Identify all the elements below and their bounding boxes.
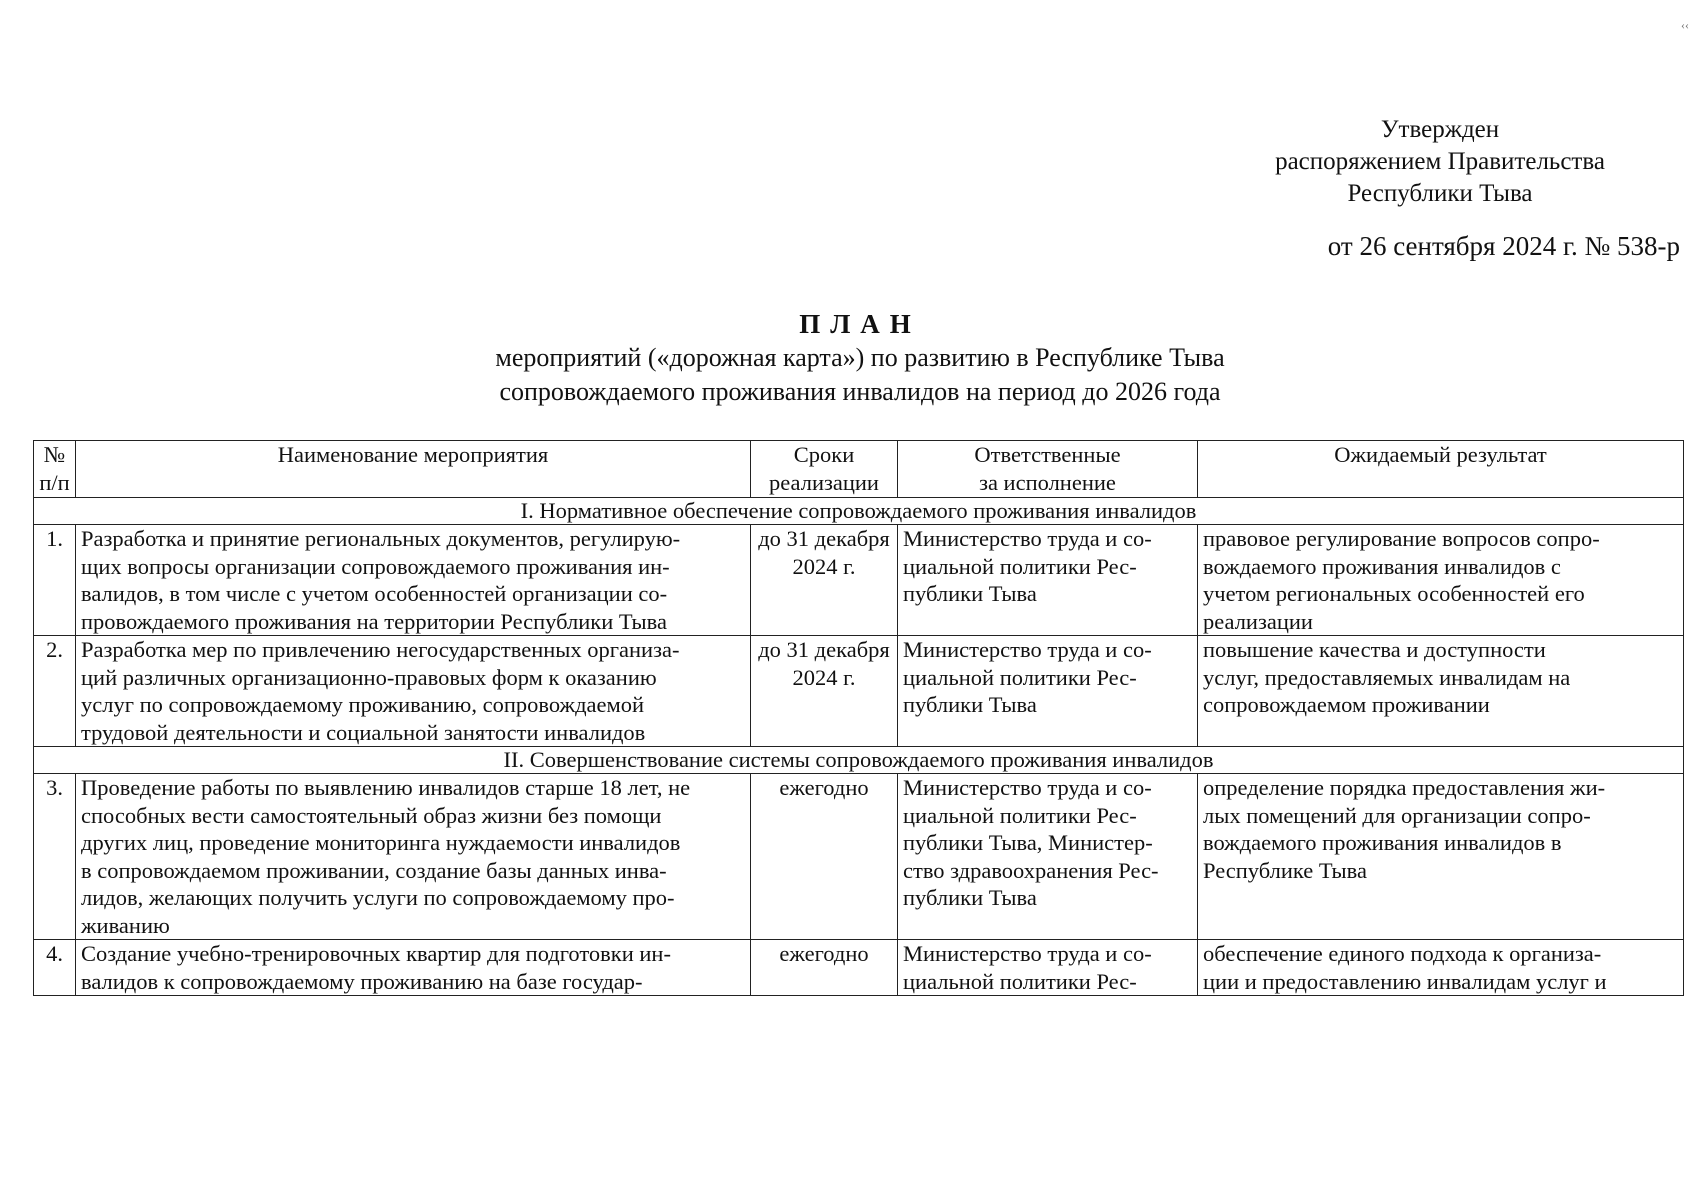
- row-name: Проведение работы по выявлению инвалидов старше 18 лет, не способных вести самостоятельный образ жизни без помощи других лиц, проведение мониторинга нуждаемости инвалидов в сопровождаемом проживании, создание базы данных инва- лидов, желающих получить услуги по сопровождаемому про- живанию: [76, 774, 751, 940]
- row-number: 3.: [34, 774, 76, 940]
- document-title: ПЛАН: [799, 309, 921, 339]
- table-header-row: [34, 441, 1684, 498]
- table-row: [34, 774, 1684, 940]
- header-term: Сроки реализации: [751, 441, 898, 498]
- header-responsible: Ответственные за исполнение: [898, 441, 1198, 498]
- section-title: I. Нормативное обеспечение сопровождаемого проживания инвалидов: [34, 498, 1684, 525]
- row-name: Создание учебно-тренировочных квартир для подготовки ин- валидов к сопровождаемому проживанию на базе государ-: [76, 940, 751, 996]
- row-term: до 31 декабря 2024 г.: [751, 525, 898, 636]
- document-subtitle-line: сопровождаемого проживания инвалидов на период до 2026 года: [499, 377, 1221, 406]
- row-name: Разработка и принятие региональных документов, регулирую- щих вопросы организации сопровождаемого проживания ин- валидов, в том числе с учетом особенностей организации со- провождаемого проживания на территории Республики Тыва: [76, 525, 751, 636]
- header-result: Ожидаемый результат: [1198, 441, 1684, 498]
- row-number: 1.: [34, 525, 76, 636]
- row-result: повышение качества и доступности услуг, предоставляемых инвалидам на сопровождаемом проживании: [1198, 636, 1684, 747]
- scan-artifact: ‹‹: [1681, 18, 1689, 32]
- section-row: [34, 498, 1684, 525]
- document-title-block: [0, 307, 1697, 409]
- header-num: № п/п: [34, 441, 76, 498]
- row-number: 4.: [34, 940, 76, 996]
- approval-line: Республики Тыва: [1347, 180, 1533, 207]
- header-name: Наименование мероприятия: [76, 441, 751, 498]
- table-row: [34, 940, 1684, 996]
- row-term: ежегодно: [751, 940, 898, 996]
- row-result: обеспечение единого подхода к организа- ции и предоставлению инвалидам услуг и: [1198, 940, 1684, 996]
- document-subtitle-line: мероприятий («дорожная карта») по развитию в Республике Тыва: [495, 343, 1225, 372]
- plan-table: [33, 440, 1684, 996]
- approval-line: Утвержден: [1380, 116, 1500, 143]
- row-responsible: Министерство труда и со- циальной политики Рес- публики Тыва: [898, 525, 1198, 636]
- approval-date: от 26 сентября 2024 г. № 538-р: [1327, 231, 1680, 261]
- table-row: [34, 525, 1684, 636]
- approval-line: распоряжением Правительства: [1275, 148, 1605, 175]
- table-row: [34, 636, 1684, 747]
- row-result: правовое регулирование вопросов сопро- вождаемого проживания инвалидов с учетом региональных особенностей его реализации: [1198, 525, 1684, 636]
- row-term: ежегодно: [751, 774, 898, 940]
- row-responsible: Министерство труда и со- циальной политики Рес-: [898, 940, 1198, 996]
- section-row: [34, 747, 1684, 774]
- row-result: определение порядка предоставления жи- лых помещений для организации сопро- вождаемого проживания инвалидов в Республике Тыва: [1198, 774, 1684, 940]
- approval-stamp: [1230, 114, 1650, 210]
- row-number: 2.: [34, 636, 76, 747]
- row-name: Разработка мер по привлечению негосударственных организа- ций различных организационно-правовых форм к оказанию услуг по сопровождаемому проживанию, сопровождаемой трудовой деятельности и социальной занятости инвалидов: [76, 636, 751, 747]
- row-responsible: Министерство труда и со- циальной политики Рес- публики Тыва, Министер- ство здравоохранения Рес- публики Тыва: [898, 774, 1198, 940]
- row-term: до 31 декабря 2024 г.: [751, 636, 898, 747]
- section-title: II. Совершенствование системы сопровождаемого проживания инвалидов: [34, 747, 1684, 774]
- row-responsible: Министерство труда и со- циальной политики Рес- публики Тыва: [898, 636, 1198, 747]
